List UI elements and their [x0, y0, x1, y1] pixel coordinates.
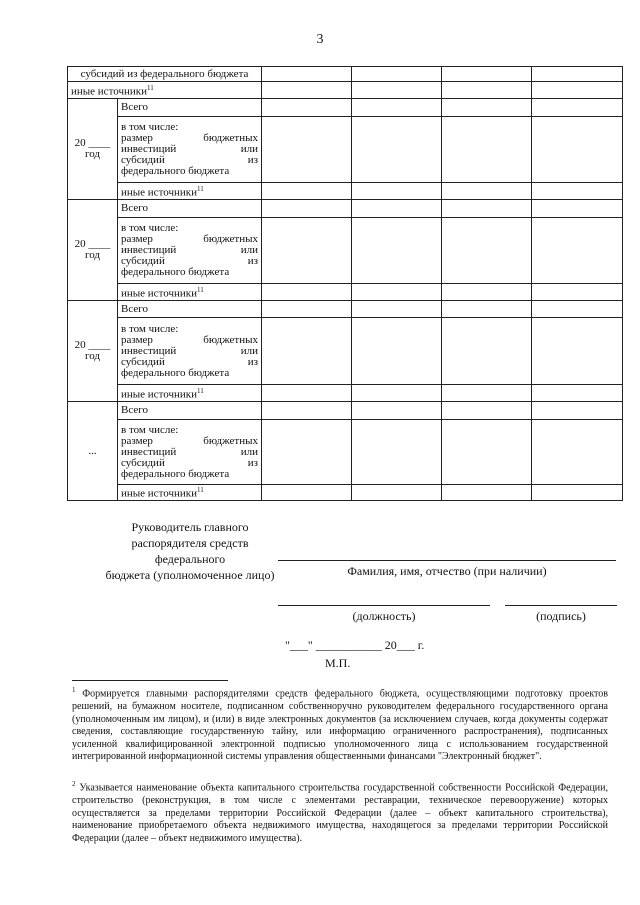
- label-word: бюджетных: [203, 333, 258, 346]
- value-cell[interactable]: [442, 385, 532, 402]
- label-word: субсидий: [121, 456, 165, 469]
- value-cell[interactable]: [262, 385, 352, 402]
- title-line: распорядителя средств федерального: [131, 536, 249, 566]
- table-row: [68, 284, 623, 301]
- value-cell[interactable]: [442, 82, 532, 99]
- table-row: [68, 82, 623, 99]
- value-cell[interactable]: [532, 318, 623, 385]
- funding-table: [67, 66, 623, 501]
- value-cell[interactable]: [352, 420, 442, 485]
- label-word: из: [247, 255, 258, 267]
- value-cell[interactable]: [532, 420, 623, 485]
- year-label: 20 ____: [74, 339, 111, 351]
- label-word: или: [240, 445, 258, 458]
- value-cell[interactable]: [352, 82, 442, 99]
- value-cell[interactable]: [532, 402, 623, 420]
- value-cell[interactable]: [442, 183, 532, 200]
- label-line: федерального бюджета: [121, 266, 230, 278]
- value-cell[interactable]: [532, 485, 623, 501]
- value-cell[interactable]: [352, 485, 442, 501]
- name-caption: Фамилия, имя, отчество (при наличии): [347, 564, 547, 578]
- label-text: иные источники: [121, 388, 197, 401]
- label-word: инвестиций: [121, 244, 177, 256]
- value-cell[interactable]: [532, 183, 623, 200]
- label-word: бюджетных: [203, 233, 258, 245]
- table-row: [68, 67, 623, 82]
- footnote-ref: 11: [196, 285, 204, 294]
- value-cell[interactable]: [532, 67, 623, 82]
- label-word: или: [240, 344, 258, 357]
- label-line: федерального бюджета: [121, 467, 230, 480]
- value-cell[interactable]: [262, 402, 352, 420]
- value-cell[interactable]: [352, 284, 442, 301]
- value-cell[interactable]: [532, 82, 623, 99]
- table-row: [68, 402, 623, 420]
- label-line: федерального бюджета: [121, 165, 230, 177]
- year-cell: [68, 200, 118, 301]
- row-label: [118, 318, 262, 385]
- label-word: из: [247, 355, 258, 368]
- row-label: [118, 218, 262, 284]
- table-row: [68, 420, 623, 485]
- value-cell[interactable]: [532, 218, 623, 284]
- footnote-ref: 11: [196, 184, 204, 193]
- row-label: [118, 485, 262, 501]
- value-cell[interactable]: [442, 301, 532, 318]
- label-word: размер: [121, 233, 153, 245]
- label-text: иные источники: [121, 487, 197, 500]
- value-cell[interactable]: [352, 117, 442, 183]
- value-cell[interactable]: [442, 284, 532, 301]
- position-caption: (должность): [352, 609, 416, 623]
- value-cell[interactable]: [442, 200, 532, 218]
- label-word: бюджетных: [203, 132, 258, 144]
- value-cell[interactable]: [262, 318, 352, 385]
- row-label: Всего: [118, 301, 262, 318]
- footnote-number: 1: [72, 686, 76, 694]
- value-cell[interactable]: [262, 82, 352, 99]
- row-label: Всего: [118, 99, 262, 117]
- date-field: "___" ___________ 20___ г.: [285, 638, 425, 652]
- table-row: [68, 99, 623, 117]
- value-cell[interactable]: [352, 183, 442, 200]
- label-word: субсидий: [121, 154, 165, 166]
- row-label: субсидий из федерального бюджета: [68, 67, 262, 82]
- value-cell[interactable]: [442, 420, 532, 485]
- table-row: [68, 485, 623, 501]
- footnote-divider: [72, 680, 228, 681]
- value-cell[interactable]: [352, 301, 442, 318]
- value-cell[interactable]: [262, 200, 352, 218]
- footnote-2: [72, 778, 608, 845]
- label-word: из: [247, 456, 258, 469]
- row-label: [118, 385, 262, 402]
- footnote-text: Формируется главными распорядителями средств федерального бюджета, осуществляющими подготовку проектов решений, на бумажном носителе, подписанном собственноручно руководителем федерального государственного органа (уполномоченным им лицом), и (или) в виде электронных документов (за исключением случаев, когда документы содержат сведения, составляющие государственную тайну, или информацию ограниченного распространения), подписанных усиленной квалифицированной электронной подписью уполномоченного лица с использованием государственной интегрированной информационной системы управления общественными финансами "Электронный бюджет".: [72, 688, 609, 763]
- label-word: инвестиций: [121, 143, 177, 155]
- label-text: иные источники: [121, 287, 197, 300]
- value-cell[interactable]: [442, 67, 532, 82]
- row-label: [118, 117, 262, 183]
- value-cell[interactable]: [532, 200, 623, 218]
- value-cell[interactable]: [352, 99, 442, 117]
- row-label: [118, 420, 262, 485]
- title-line: бюджета (уполномоченное лицо): [105, 568, 275, 582]
- table-row: [68, 200, 623, 218]
- label-word: субсидий: [121, 355, 165, 368]
- value-cell[interactable]: [442, 218, 532, 284]
- value-cell[interactable]: [352, 318, 442, 385]
- value-cell[interactable]: [352, 67, 442, 82]
- value-cell[interactable]: [532, 99, 623, 117]
- row-label: Всего: [118, 200, 262, 218]
- value-cell[interactable]: [532, 117, 623, 183]
- value-cell[interactable]: [262, 218, 352, 284]
- value-cell[interactable]: [262, 67, 352, 82]
- label-word: размер: [121, 132, 153, 144]
- footnote-number: 2: [72, 780, 76, 788]
- page-number: 3: [316, 32, 324, 47]
- value-cell[interactable]: [442, 117, 532, 183]
- year-suffix: год: [84, 249, 101, 261]
- value-cell[interactable]: [532, 301, 623, 318]
- value-cell[interactable]: [352, 200, 442, 218]
- value-cell[interactable]: [532, 284, 623, 301]
- row-label: [68, 82, 262, 99]
- footnote-ref: 11: [196, 486, 204, 495]
- value-cell[interactable]: [352, 385, 442, 402]
- value-cell[interactable]: [262, 183, 352, 200]
- value-cell[interactable]: [352, 402, 442, 420]
- label-text: иные источники: [71, 85, 147, 98]
- table-row: [68, 218, 623, 284]
- title-line: Руководитель главного: [131, 520, 249, 534]
- label-word: инвестиций: [121, 445, 177, 458]
- sign-caption: (подпись): [536, 609, 586, 623]
- name-line: [278, 560, 616, 561]
- year-label: ...: [88, 444, 97, 457]
- signatory-title: [100, 519, 280, 583]
- value-cell[interactable]: [442, 99, 532, 117]
- label-line: федерального бюджета: [121, 366, 230, 379]
- year-label: 20 ____: [74, 238, 111, 250]
- label-word: или: [240, 143, 258, 155]
- label-line: в том числе:: [121, 423, 179, 436]
- stamp-place: М.П.: [325, 656, 351, 670]
- label-word: субсидий: [121, 255, 165, 267]
- footnote-1: [72, 684, 608, 764]
- value-cell[interactable]: [352, 218, 442, 284]
- label-line: в том числе:: [121, 222, 179, 234]
- value-cell[interactable]: [262, 117, 352, 183]
- value-cell[interactable]: [262, 420, 352, 485]
- row-label: Всего: [118, 402, 262, 420]
- row-label: [118, 183, 262, 200]
- value-cell[interactable]: [262, 485, 352, 501]
- label-word: инвестиций: [121, 344, 177, 357]
- value-cell[interactable]: [262, 301, 352, 318]
- label-word: бюджетных: [203, 434, 258, 447]
- year-cell: [68, 99, 118, 200]
- year-suffix: год: [84, 350, 101, 362]
- label-word: или: [240, 244, 258, 256]
- value-cell[interactable]: [262, 99, 352, 117]
- value-cell[interactable]: [442, 402, 532, 420]
- sign-line: [505, 605, 617, 606]
- table-row: [68, 117, 623, 183]
- position-line: [278, 605, 490, 606]
- label-text: иные источники: [121, 186, 197, 199]
- label-word: размер: [121, 333, 153, 346]
- footnote-ref: 11: [196, 386, 204, 395]
- year-cell: [68, 402, 118, 501]
- value-cell[interactable]: [262, 284, 352, 301]
- table-row: [68, 385, 623, 402]
- label-line: в том числе:: [121, 322, 179, 335]
- table-row: [68, 318, 623, 385]
- table-row: [68, 183, 623, 200]
- row-label: [118, 284, 262, 301]
- footnote-ref: 11: [146, 83, 154, 92]
- label-word: из: [247, 154, 258, 166]
- value-cell[interactable]: [442, 485, 532, 501]
- year-suffix: год: [84, 148, 101, 160]
- label-line: в том числе:: [121, 121, 179, 133]
- year-label: 20 ____: [74, 137, 111, 149]
- footnote-text: Указывается наименование объекта капитального строительства государственной собственности Российской Федерации, строительство (реконструкция, в том числе с элементами реставрации, техническое перевооружение) которых осуществляется за пределами территории Российской Федерации (далее – объект капитального строительства), наименование приобретаемого объекта недвижимого имущества, находящегося за пределами территории Российской Федерации (далее – объект недвижимого имущества).: [72, 782, 608, 844]
- value-cell[interactable]: [532, 385, 623, 402]
- table-row: [68, 301, 623, 318]
- value-cell[interactable]: [442, 318, 532, 385]
- label-word: размер: [121, 434, 153, 447]
- year-cell: [68, 301, 118, 402]
